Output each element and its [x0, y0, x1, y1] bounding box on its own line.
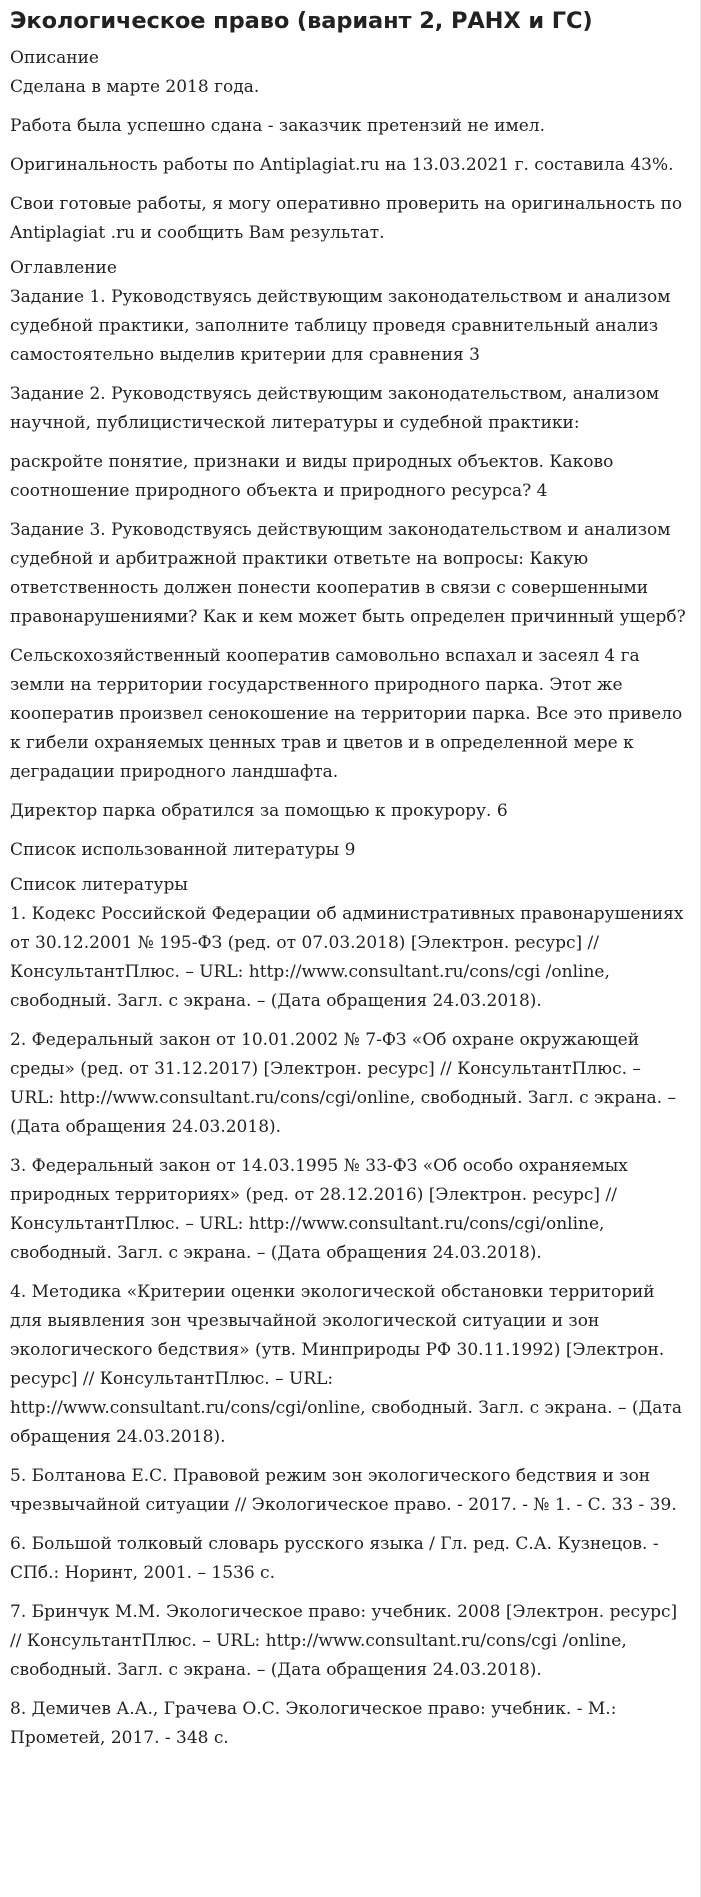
toc-paragraph: Список использованной литературы 9 — [10, 840, 356, 860]
toc-label: Оглавление — [10, 258, 117, 278]
toc-paragraph: Директор парка обратился за помощью к прокурору. 6 — [10, 801, 508, 821]
reference-item: 3. Федеральный закон от 14.03.1995 № 33-ФЗ «Об особо охраняемых природных территориях» (ред. от 28.12.2016) [Электрон. ресурс] // КонсультантПлюс. – URL: http://www.consultant.ru/cons/cgi/online, свободный. Загл. с экрана. – (Дата обращения 24.03.2018). — [10, 1156, 628, 1263]
references-label: Список литературы — [10, 875, 188, 895]
reference-item: 1. Кодекс Российской Федерации об административных правонарушениях от 30.12.2001 № 195-ФЗ (ред. от 07.03.2018) [Электрон. ресурс] // КонсультантПлюс. – URL: http://www.consultant.ru/cons/cgi /online, свободный. Загл. с экрана. – (Дата обращения 24.03.2018). — [10, 904, 684, 1011]
toc-paragraph: Задание 3. Руководствуясь действующим законодательством и анализом судебной и арбитражной практики ответьте на вопросы: Какую ответственность должен понести кооператив в связи с совершенными правонарушениями? Как и кем может быть определен причинный ущерб? — [10, 520, 686, 627]
toc-paragraph: Сельскохозяйственный кооператив самовольно вспахал и засеял 4 га земли на территории государственного природного парка. Этот же кооператив произвел сенокошение на территории парка. Все это привело к гибели охраняемых ценных трав и цветов и в определенной мере к деградации природного ландшафта. — [10, 646, 683, 782]
references-section — [10, 871, 690, 1753]
references-list — [10, 900, 690, 1753]
reference-item: 4. Методика «Критерии оценки экологической обстановки территорий для выявления зон чрезвычайной экологической ситуации и зон экологического бедствия» (утв. Минприроды РФ 30.11.1992) [Электрон. ресурс] // КонсультантПлюс. – URL: http://www.consultant.ru/cons/cgi/online, свободный. Загл. с экрана. – (Дата обращения 24.03.2018). — [10, 1282, 682, 1447]
reference-item: 8. Демичев А.А., Грачева О.С. Экологическое право: учебник. - М.: Прометей, 2017. - 348 с. — [10, 1699, 617, 1748]
description-section — [10, 44, 690, 248]
reference-item: 6. Большой толковый словарь русского языка / Гл. ред. С.А. Кузнецов. - СПб.: Норинт, 2001. – 1536 с. — [10, 1534, 659, 1583]
reference-item: 2. Федеральный закон от 10.01.2002 № 7-ФЗ «Об охране окружающей среды» (ред. от 31.12.2017) [Электрон. ресурс] // КонсультантПлюс. – URL: http://www.consultant.ru/cons/cgi/online, свободный. Загл. с экрана. – (Дата обращения 24.03.2018). — [10, 1030, 676, 1137]
toc-paragraph: Задание 2. Руководствуясь действующим законодательством, анализом научной, публицистической литературы и судебной практики: — [10, 384, 660, 433]
reference-item: 7. Бринчук М.М. Экологическое право: учебник. 2008 [Электрон. ресурс] // КонсультантПлюс. – URL: http://www.consultant.ru/cons/cgi /online, свободный. Загл. с экрана. – (Дата обращения 24.03.2018). — [10, 1602, 678, 1680]
reference-item: 5. Болтанова Е.С. Правовой режим зон экологического бедствия и зон чрезвычайной ситуации // Экологическое право. - 2017. - № 1. - С. 33 - 39. — [10, 1466, 677, 1515]
description-label: Описание — [10, 48, 99, 68]
description-paragraph: Свои готовые работы, я могу оперативно проверить на оригинальность по Antiplagiat .ru и сообщить Вам результат. — [10, 194, 683, 243]
toc-paragraph: раскройте понятие, признаки и виды природных объектов. Каково соотношение природного объекта и природного ресурса? 4 — [10, 452, 614, 501]
toc-section — [10, 254, 690, 865]
page-title: Экологическое право (вариант 2, РАНХ и ГС) — [10, 8, 593, 34]
description-paragraph: Оригинальность работы по Antiplagiat.ru на 13.03.2021 г. составила 43%. — [10, 155, 674, 175]
toc-paragraph: Задание 1. Руководствуясь действующим законодательством и анализом судебной практики, заполните таблицу проведя сравнительный анализ самостоятельно выделив критерии для сравнения 3 — [10, 287, 671, 365]
description-paragraph: Работа была успешно сдана - заказчик претензий не имел. — [10, 116, 545, 136]
description-paragraph: Сделана в марте 2018 года. — [10, 77, 260, 97]
